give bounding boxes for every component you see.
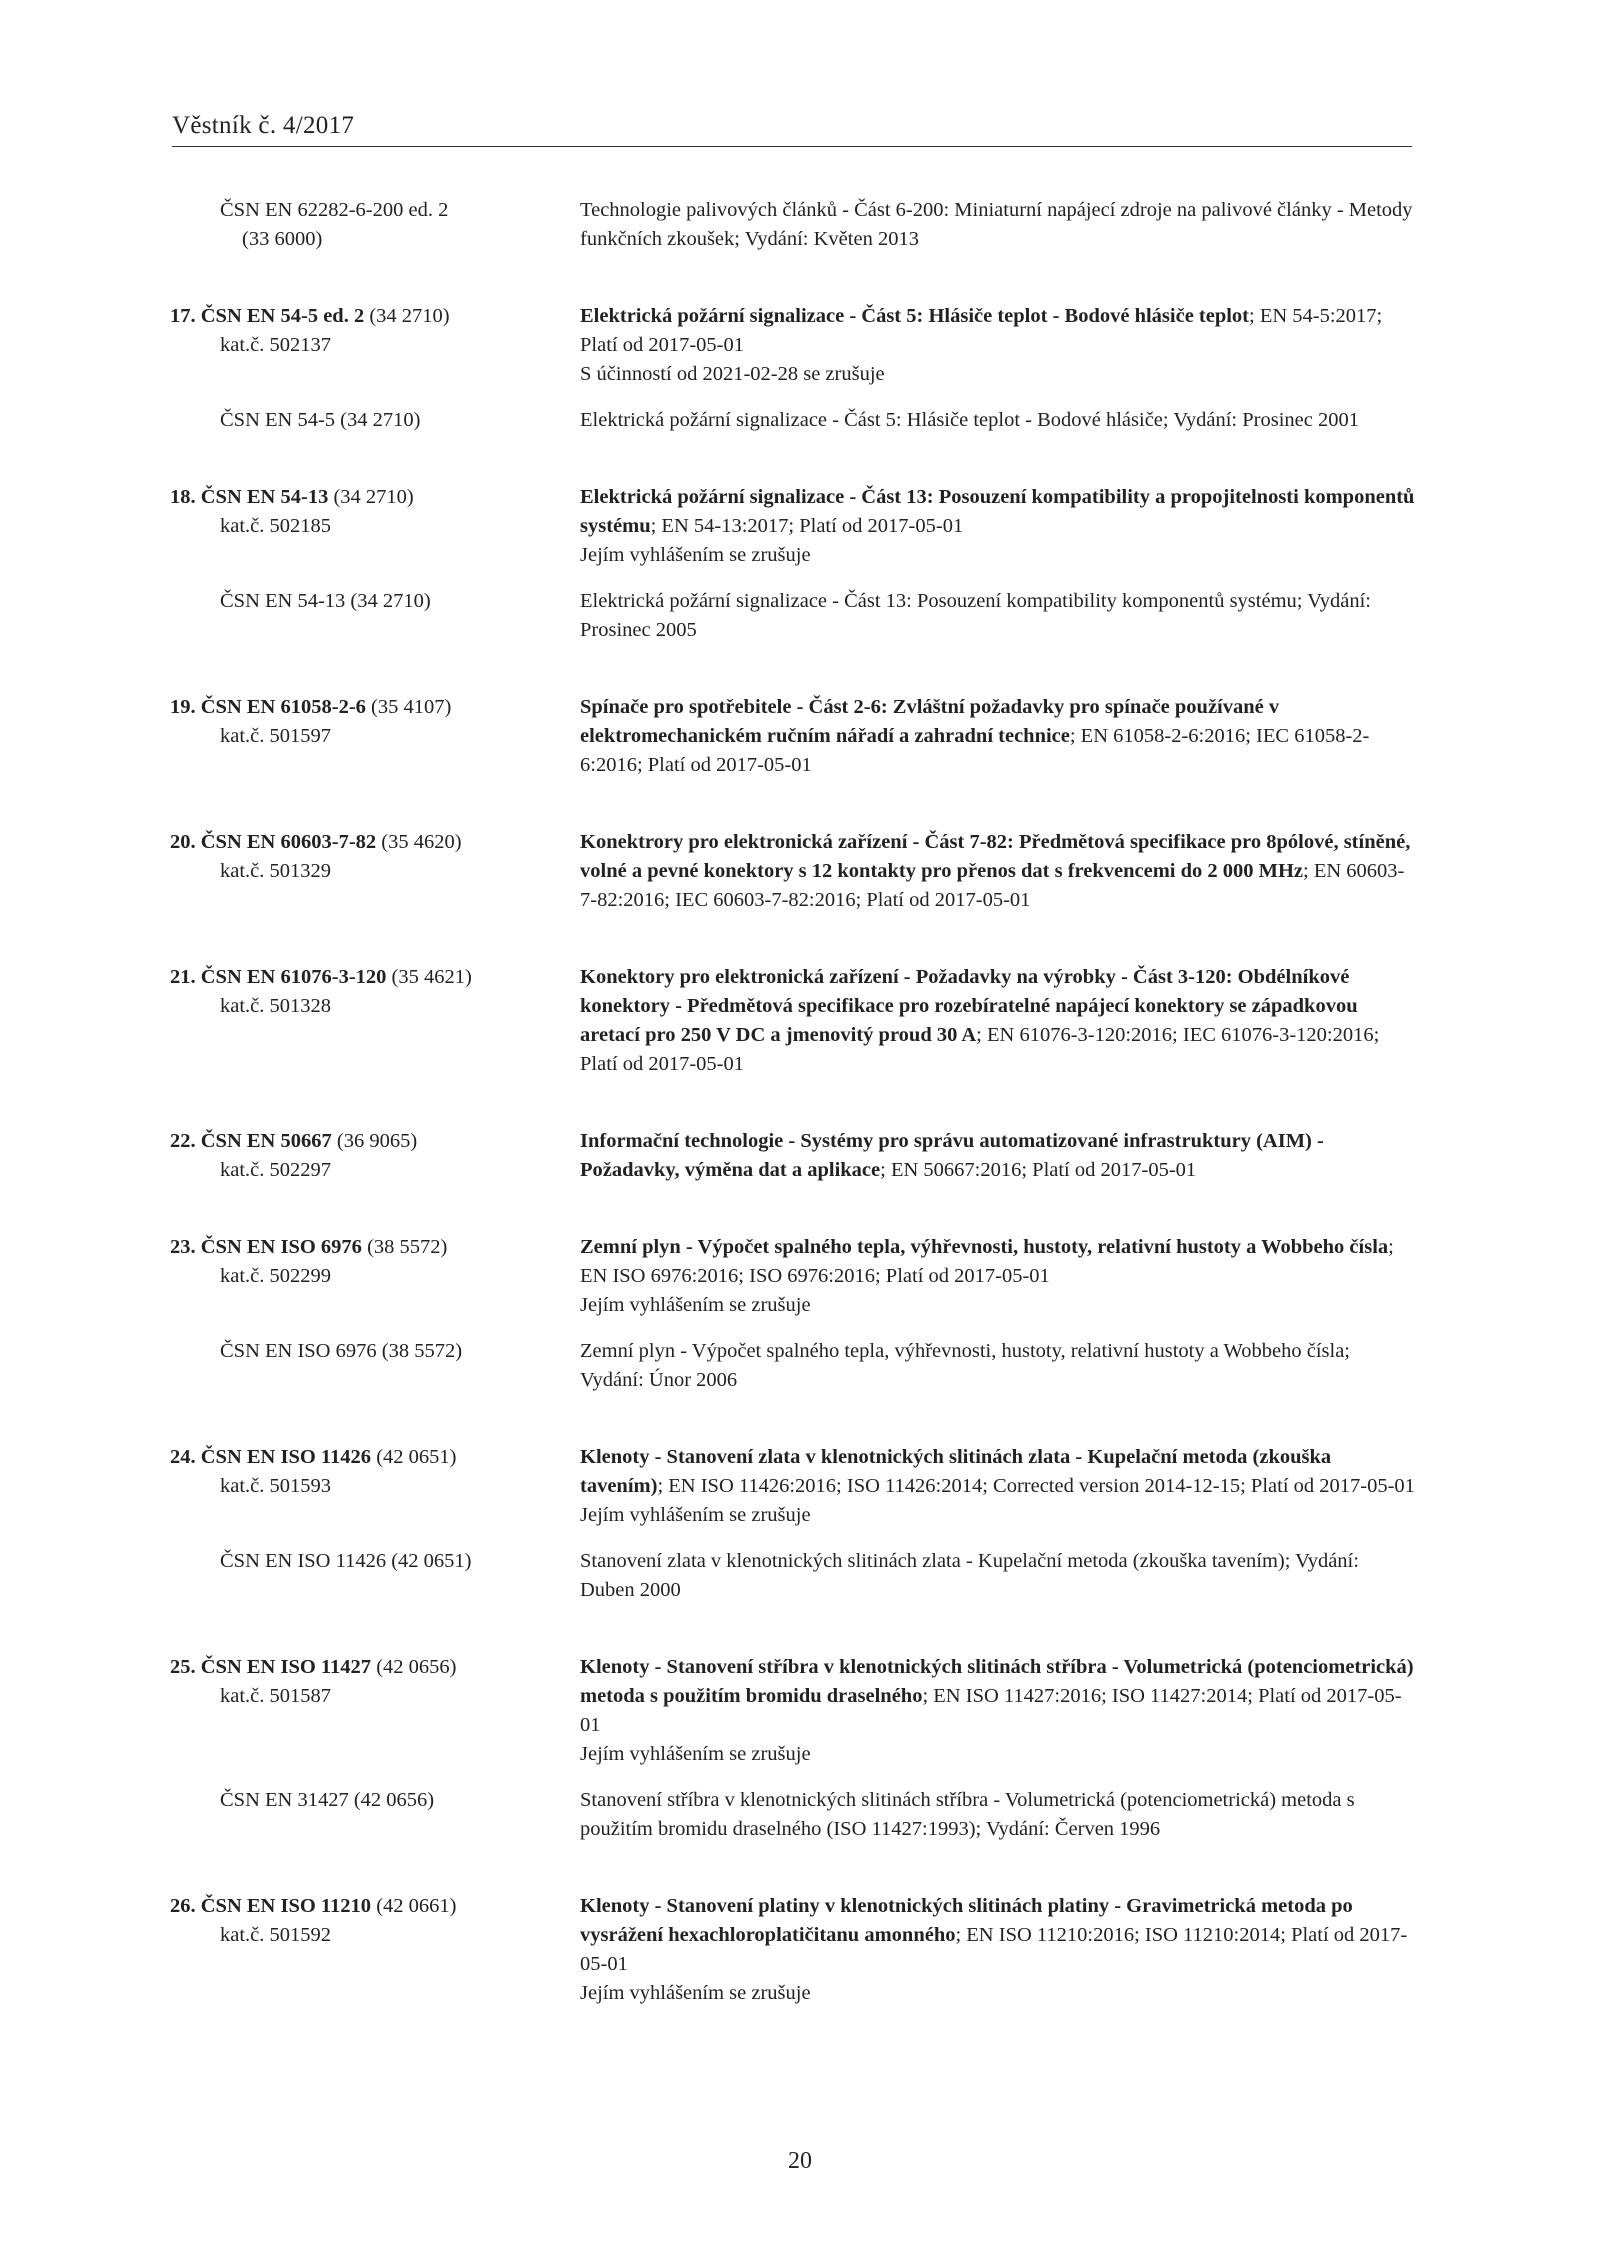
entry-note: Jejím vyhlášením se zrušuje (580, 1743, 811, 1765)
standard-title: Technologie palivových článků - Část 6-200: Miniaturní napájecí zdroje na palivové články - Metody funkčních zkoušek; Vydání: Květen 2013 (580, 199, 1413, 250)
replaced-code: ČSN EN ISO 6976 (38 5572) (220, 1340, 463, 1362)
replaced-code: ČSN EN 54-13 (34 2710) (220, 590, 431, 612)
entry-note: Jejím vyhlášením se zrušuje (580, 1504, 811, 1526)
standard-title: Elektrická požární signalizace - Část 5: Hlásiče teplot - Bodové hlásiče teplot; EN 54-5:2017; Platí od 2017-05-01 S účinností od 2021-02-28 se zrušuje (580, 305, 1383, 385)
standard-code: 22. ČSN EN 50667 (36 9065) kat.č. 502297 (170, 1130, 418, 1181)
entry-note: Jejím vyhlášením se zrušuje (580, 1294, 811, 1316)
list-item (170, 693, 1415, 780)
entry-note: S účinností od 2021-02-28 se zrušuje (580, 363, 885, 385)
list-item (170, 1892, 1415, 2008)
replaced-code: ČSN EN 54-5 (34 2710) (220, 409, 421, 431)
entry-number: 20. (170, 831, 196, 853)
list-item (170, 1127, 1415, 1185)
entry-number: 19. (170, 696, 196, 718)
standard-code: 18. ČSN EN 54-13 (34 2710) kat.č. 502185 (170, 486, 414, 537)
replaced-title: Stanovení zlata v klenotnických slitinách zlata - Kupelační metoda (zkouška tavením); Vydání: Duben 2000 (580, 1550, 1359, 1601)
entry-number: 18. (170, 486, 196, 508)
standard-code: 23. ČSN EN ISO 6976 (38 5572) kat.č. 502299 (170, 1236, 448, 1287)
replaced-title: Stanovení stříbra v klenotnických slitinách stříbra - Volumetrická (potenciometrická) metoda s použitím bromidu draselného (ISO 11427:1993); Vydání: Červen 1996 (580, 1789, 1355, 1840)
standard-title: Elektrická požární signalizace - Část 13: Posouzení kompatibility a propojitelnosti komponentů systému; EN 54-13:2017; Platí od 2017-05-01 Jejím vyhlášením se zrušuje (580, 486, 1415, 566)
list-item (170, 302, 1415, 435)
list-item (170, 828, 1415, 915)
list-item (170, 196, 1415, 254)
entry-number: 23. (170, 1236, 196, 1258)
standards-list (170, 196, 1415, 2056)
standard-title: Klenoty - Stanovení stříbra v klenotnických slitinách stříbra - Volumetrická (potenciometrická) metoda s použitím bromidu draselného; EN ISO 11427:2016; ISO 11427:2014; Platí od 2017-05-01 Jejím vyhlášením se zrušuje (580, 1656, 1414, 1765)
standard-code: 24. ČSN EN ISO 11426 (42 0651) kat.č. 501593 (170, 1446, 457, 1497)
list-item (170, 483, 1415, 645)
replaced-title: Elektrická požární signalizace - Část 5: Hlásiče teplot - Bodové hlásiče; Vydání: Prosinec 2001 (580, 409, 1359, 431)
replaced-title: Zemní plyn - Výpočet spalného tepla, výhřevnosti, hustoty, relativní hustoty a Wobbeho čísla; Vydání: Únor 2006 (580, 1340, 1351, 1391)
entry-number: 17. (170, 305, 196, 327)
standard-code: 19. ČSN EN 61058-2-6 (35 4107) kat.č. 501597 (170, 696, 452, 747)
standard-title: Klenoty - Stanovení zlata v klenotnických slitinách zlata - Kupelační metoda (zkouška tavením); EN ISO 11426:2016; ISO 11426:2014; Corrected version 2014-12-15; Platí od 2017-05-01 Jejím vyhlášením se zrušuje (580, 1446, 1415, 1526)
entry-note: Jejím vyhlášením se zrušuje (580, 544, 811, 566)
replaced-title: Elektrická požární signalizace - Část 13: Posouzení kompatibility komponentů systému; Vydání: Prosinec 2005 (580, 590, 1372, 641)
entry-number: 24. (170, 1446, 196, 1468)
standard-title: Informační technologie - Systémy pro správu automatizované infrastruktury (AIM) - Požadavky, výměna dat a aplikace; EN 50667:2016; Platí od 2017-05-01 (580, 1130, 1324, 1181)
list-item (170, 1233, 1415, 1395)
standard-title: Konektrory pro elektronická zařízení - Část 7-82: Předmětová specifikace pro 8pólové, stíněné, volné a pevné konektory s 12 kontakty pro přenos dat s frekvencemi do 2 000 MHz; EN 60603-7-82:2016; IEC 60603-7-82:2016; Platí od 2017-05-01 (580, 831, 1411, 911)
list-item (170, 963, 1415, 1079)
page-header (172, 112, 1412, 147)
entry-note: Jejím vyhlášením se zrušuje (580, 1982, 811, 2004)
standard-title: Spínače pro spotřebitele - Část 2-6: Zvláštní požadavky pro spínače používané v elektromechanickém ručním nářadí a zahradní technice; EN 61058-2-6:2016; IEC 61058-2-6:2016; Platí od 2017-05-01 (580, 696, 1370, 776)
standard-code: 26. ČSN EN ISO 11210 (42 0661) kat.č. 501592 (170, 1895, 457, 1946)
list-item (170, 1653, 1415, 1844)
replaced-code: ČSN EN ISO 11426 (42 0651) (220, 1550, 472, 1572)
standard-title: Zemní plyn - Výpočet spalného tepla, výhřevnosti, hustoty, relativní hustoty a Wobbeho čísla; EN ISO 6976:2016; ISO 6976:2016; Platí od 2017-05-01 Jejím vyhlášením se zrušuje (580, 1236, 1394, 1316)
replaced-code: ČSN EN 31427 (42 0656) (220, 1789, 435, 1811)
page-number: 20 (788, 2148, 812, 2174)
standard-code: ČSN EN 62282-6-200 ed. 2 (33 6000) (220, 199, 449, 250)
entry-number: 26. (170, 1895, 196, 1917)
list-item (170, 1443, 1415, 1605)
standard-code: 17. ČSN EN 54-5 ed. 2 (34 2710) kat.č. 502137 (170, 305, 450, 356)
standard-code: 20. ČSN EN 60603-7-82 (35 4620) kat.č. 501329 (170, 831, 462, 882)
standard-code: 25. ČSN EN ISO 11427 (42 0656) kat.č. 501587 (170, 1656, 457, 1707)
entry-number: 22. (170, 1130, 196, 1152)
entry-number: 21. (170, 966, 196, 988)
standard-title: Klenoty - Stanovení platiny v klenotnických slitinách platiny - Gravimetrická metoda po vysrážení hexachloroplatičitanu amonného; EN ISO 11210:2016; ISO 11210:2014; Platí od 2017-05-01 Jejím vyhlášením se zrušuje (580, 1895, 1408, 2004)
standard-code: 21. ČSN EN 61076-3-120 (35 4621) kat.č. 501328 (170, 966, 472, 1017)
entry-number: 25. (170, 1656, 196, 1678)
header-title: Věstník č. 4/2017 (172, 112, 355, 139)
standard-title: Konektory pro elektronická zařízení - Požadavky na výrobky - Část 3-120: Obdélníkové konektory - Předmětová specifikace pro rozebíratelné napájecí konektory se západkovou aretací pro 250 V DC a jmenovitý proud 30 A; EN 61076-3-120:2016; IEC 61076-3-120:2016; Platí od 2017-05-01 (580, 966, 1380, 1075)
